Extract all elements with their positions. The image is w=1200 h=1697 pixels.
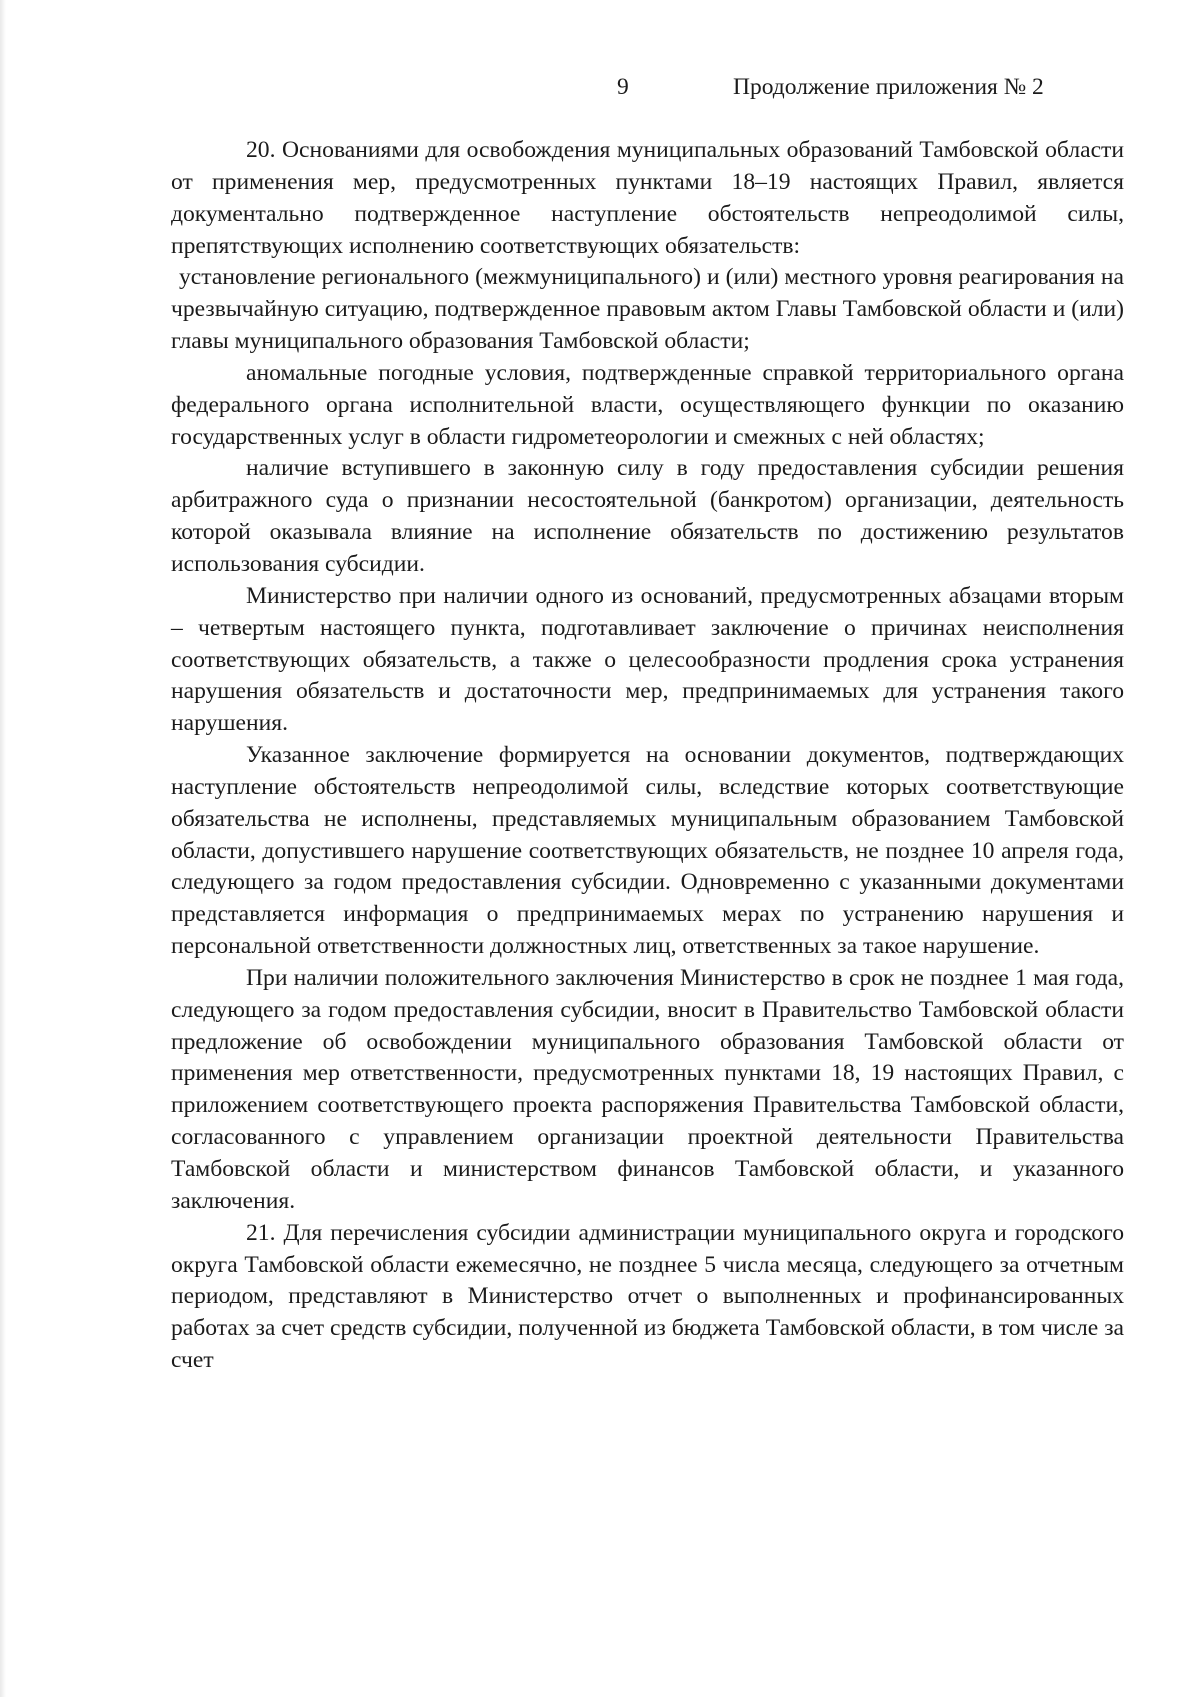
paragraph-21-reporting: 21. Для перечисления субсидии администрации муниципального округа и городского округа Тамбовской области ежемесячно, не позднее 5 числа месяца, следующего за отчетным периодом, представляют в Министерство отчет о выполненных и профинансированных работах за счет средств субсидии, полученной из бюджета Тамбовской области, в том числе за счет — [171, 1219, 1124, 1374]
paragraph-20-intro: 20. Основаниями для освобождения муниципальных образований Тамбовской области от применения мер, предусмотренных пунктами 18–19 настоящих Правил, является документально подтвержденное наступление обстоятельств непреодолимой силы, препятствующих исполнению соответствующих обязательств: — [171, 137, 1124, 259]
page-number: 9 — [617, 74, 629, 100]
scan-edge — [0, 0, 6, 1697]
paragraph-conclusion-documents: Указанное заключение формируется на основании документов, подтверждающих наступление обстоятельств непреодолимой силы, вследствие которых соответствующие обязательства не исполнены, представляемых муниципальным образованием Тамбовской области, допустившего нарушение соответствующих обязательств, не позднее 10 апреля года, следующего за годом предоставления субсидии. Одновременно с указанными документами представляется информация о предпринимаемых мерах по устранению нарушения и персональной ответственности должностных лиц, ответственных за такое нарушение. — [171, 742, 1124, 960]
paragraph-ministry-conclusion: Министерство при наличии одного из оснований, предусмотренных абзацами вторым – четвертым настоящего пункта, подготавливает заключение о причинах неисполнения соответствующих обязательств, а также о целесообразности продления срока устранения нарушения обязательств и достаточности мер, предпринимаемых для устранения такого нарушения. — [171, 582, 1124, 737]
paragraph-weather-conditions: аномальные погодные условия, подтвержденные справкой территориального органа федерального органа исполнительной власти, осуществляющего функции по оказанию государственных услуг в области гидрометеорологии и смежных с ней областях; — [171, 359, 1124, 450]
paragraph-positive-conclusion: При наличии положительного заключения Министерство в срок не позднее 1 мая года, следующего за годом предоставления субсидии, вносит в Правительство Тамбовской области предложение об освобождении муниципального образования Тамбовской области от применения мер ответственности, предусмотренных пунктами 18, 19 настоящих Правил, с приложением соответствующего проекта распоряжения Правительства Тамбовской области, согласованного с управлением организации проектной деятельности Правительства Тамбовской области и министерством финансов Тамбовской области, и указанного заключения. — [171, 964, 1124, 1214]
appendix-continuation-title: Продолжение приложения № 2 — [733, 74, 1044, 100]
document-body — [171, 135, 1124, 1377]
paragraph-emergency-response: установление регионального (межмуниципального) и (или) местного уровня реагирования на чрезвычайную ситуацию, подтвержденное правовым актом Главы Тамбовской области и (или) главы муниципального образования Тамбовской области; — [171, 264, 1124, 355]
page-header — [0, 74, 1200, 110]
paragraph-bankruptcy-decision: наличие вступившего в законную силу в году предоставления субсидии решения арбитражного суда о признании несостоятельной (банкротом) организации, деятельность которой оказывала влияние на исполнение обязательств по достижению результатов использования субсидии. — [171, 455, 1124, 577]
